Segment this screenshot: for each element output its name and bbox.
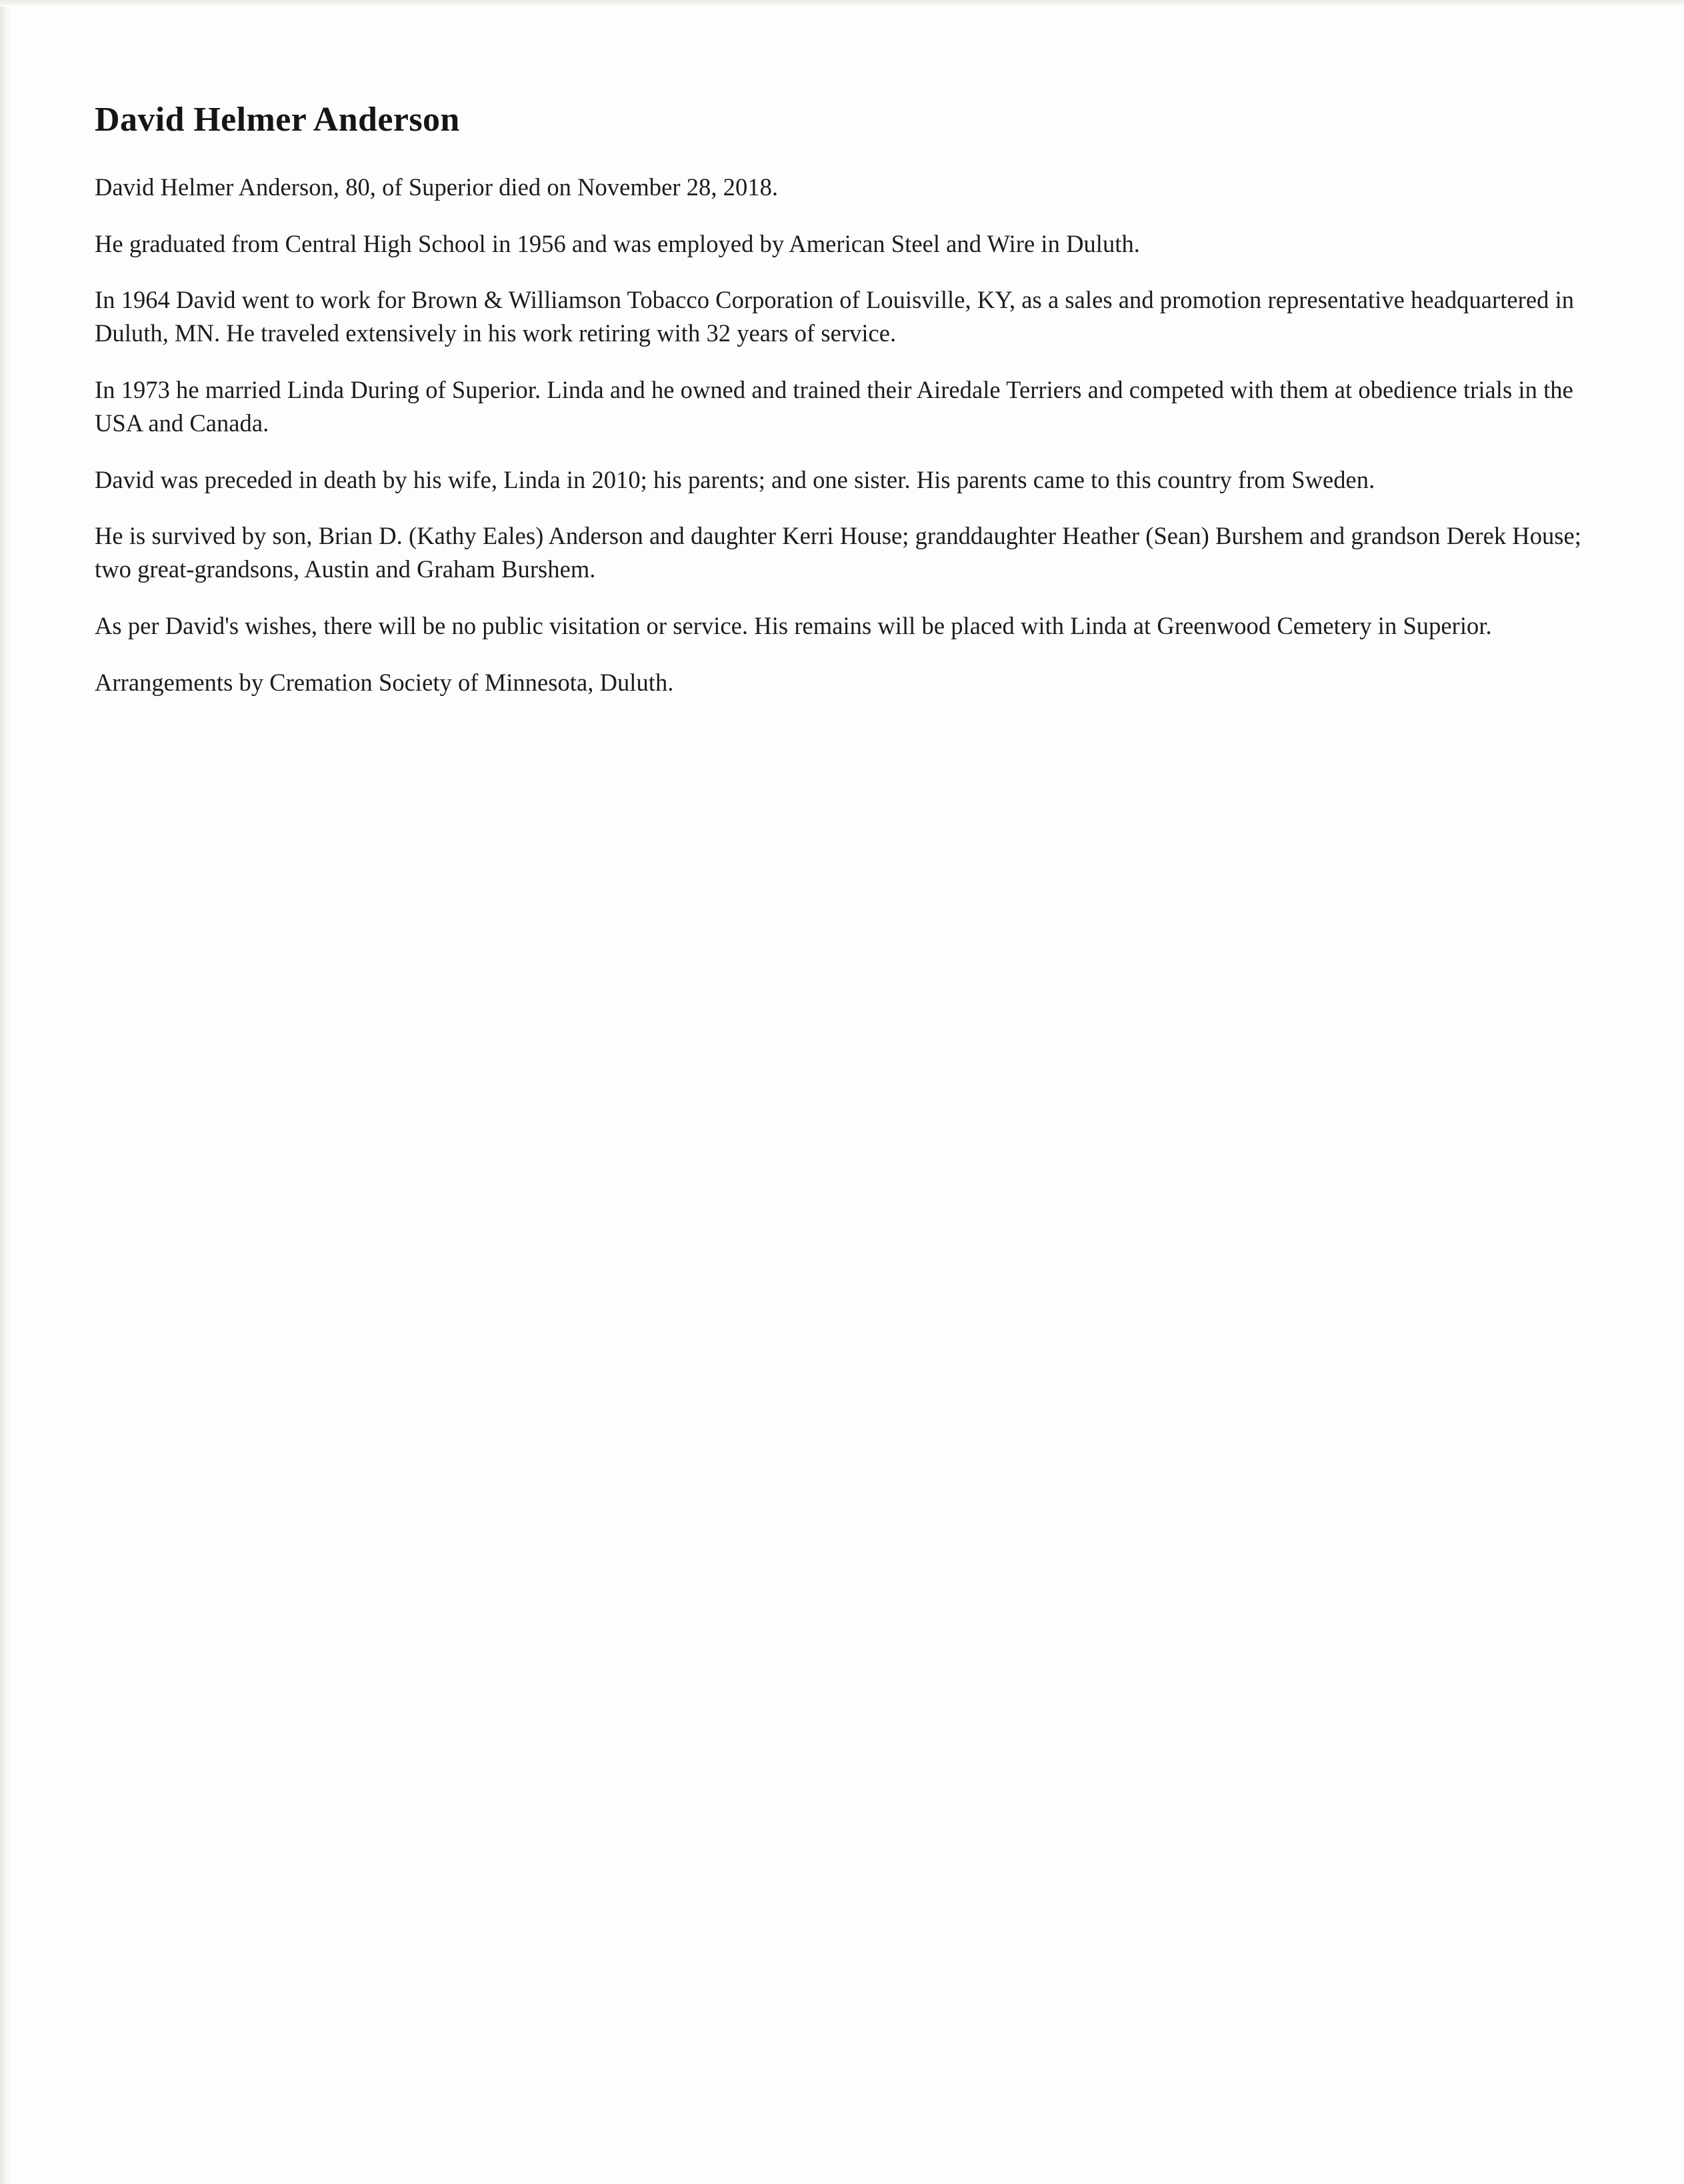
obituary-paragraph: David was preceded in death by his wife, Linda in 2010; his parents; and one sister. His parents came to this country from Sweden. (95, 465, 1375, 493)
obituary-paragraph: He is survived by son, Brian D. (Kathy Eales) Anderson and daughter Kerri House; granddaughter Heather (Sean) Burshem and grandson Derek House; two great-grandsons, Austin and Graham Burshem. (95, 522, 1581, 583)
obituary-paragraph: As per David's wishes, there will be no public visitation or service. His remains will be placed with Linda at Greenwood Cemetery in Superior. (95, 612, 1492, 640)
obituary-paragraph: Arrangements by Cremation Society of Minnesota, Duluth. (95, 668, 674, 696)
scan-edge-shadow-top (0, 0, 1684, 7)
obituary-paragraph: David Helmer Anderson, 80, of Superior died on November 28, 2018. (95, 173, 779, 201)
page-title: David Helmer Anderson (95, 101, 460, 139)
scan-edge-shadow-left (0, 0, 12, 2184)
document-body (95, 100, 1595, 699)
obituary-paragraph: He graduated from Central High School in 1956 and was employed by American Steel and Wire in Duluth. (95, 229, 1140, 257)
obituary-paragraph: In 1973 he married Linda During of Superior. Linda and he owned and trained their Airedale Terriers and competed with them at obedience trials in the USA and Canada. (95, 376, 1573, 437)
obituary-paragraph: In 1964 David went to work for Brown & Williamson Tobacco Corporation of Louisville, KY, as a sales and promotion representative headquartered in Duluth, MN. He traveled extensively in his work retiring with 32 years of service. (95, 286, 1575, 347)
